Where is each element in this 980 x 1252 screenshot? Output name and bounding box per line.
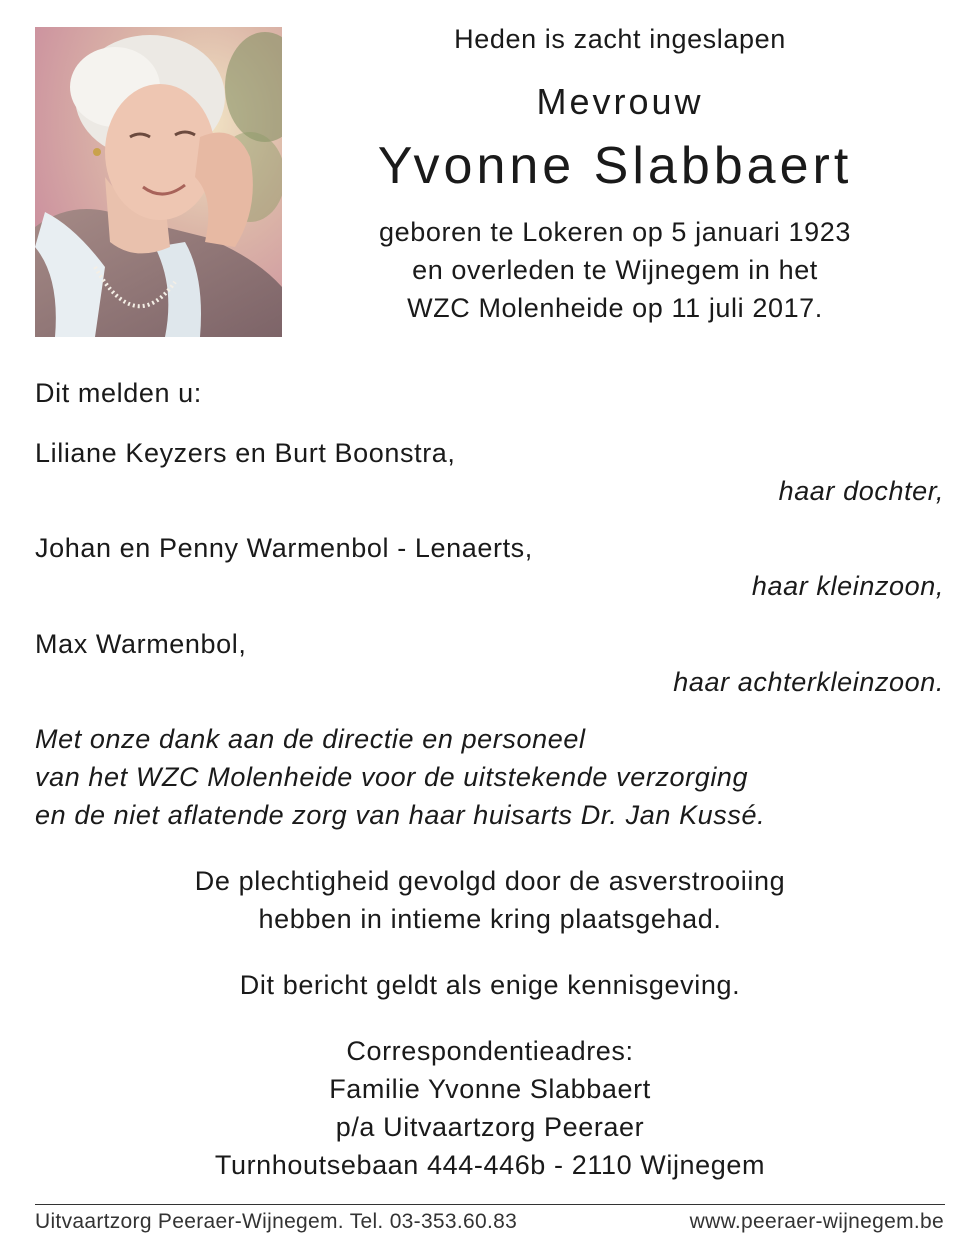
announce-text: Dit melden u: (35, 378, 202, 408)
family-member-name: Liliane Keyzers en Burt Boonstra, (35, 438, 456, 468)
address-heading: Correspondentieadres: (346, 1036, 634, 1066)
family-member-relation: haar kleinzoon, (751, 571, 944, 601)
thanks-line: Met onze dank aan de directie en personeel (35, 724, 586, 754)
ceremony-line: hebben in intieme kring plaatsgehad. (258, 904, 722, 934)
ceremony-line: De plechtigheid gevolgd door de asverstrooiing (194, 866, 786, 896)
footer-divider (35, 1204, 945, 1205)
address-line: Turnhoutsebaan 444-446b - 2110 Wijnegem (214, 1150, 766, 1180)
address-line: Familie Yvonne Slabbaert (329, 1074, 651, 1104)
deceased-name: Yvonne Slabbaert (377, 137, 853, 195)
address-line: p/a Uitvaartzorg Peeraer (335, 1112, 645, 1142)
portrait-illustration (35, 27, 282, 337)
thanks-paragraph (35, 720, 765, 834)
death-line: en overleden te Wijnegem in het (412, 255, 818, 285)
thanks-line: van het WZC Molenheide voor de uitstekende verzorging (35, 762, 749, 792)
correspondence-address (0, 1032, 980, 1184)
birth-line: geboren te Lokeren op 5 januari 1923 (379, 217, 851, 247)
death-place-line: WZC Molenheide op 11 juli 2017. (407, 293, 823, 323)
intro-text: Heden is zacht ingeslapen (454, 24, 786, 54)
ceremony-paragraph (0, 862, 980, 938)
birth-death-details (310, 213, 920, 327)
family-member-name: Johan en Penny Warmenbol - Lenaerts, (35, 533, 533, 563)
honorific-title: Mevrouw (536, 81, 704, 122)
portrait-photo (35, 27, 282, 337)
family-member-name: Max Warmenbol, (35, 629, 247, 659)
family-member-relation: haar dochter, (778, 476, 944, 506)
notice-text: Dit bericht geldt als enige kennisgeving. (239, 970, 741, 1000)
footer-website: www.peeraer-wijnegem.be (689, 1210, 944, 1233)
family-member-relation: haar achterkleinzoon. (673, 667, 944, 697)
footer-contact: Uitvaartzorg Peeraer-Wijnegem. Tel. 03-353.60.83 (35, 1210, 518, 1233)
thanks-line: en de niet aflatende zorg van haar huisarts Dr. Jan Kussé. (35, 800, 766, 830)
